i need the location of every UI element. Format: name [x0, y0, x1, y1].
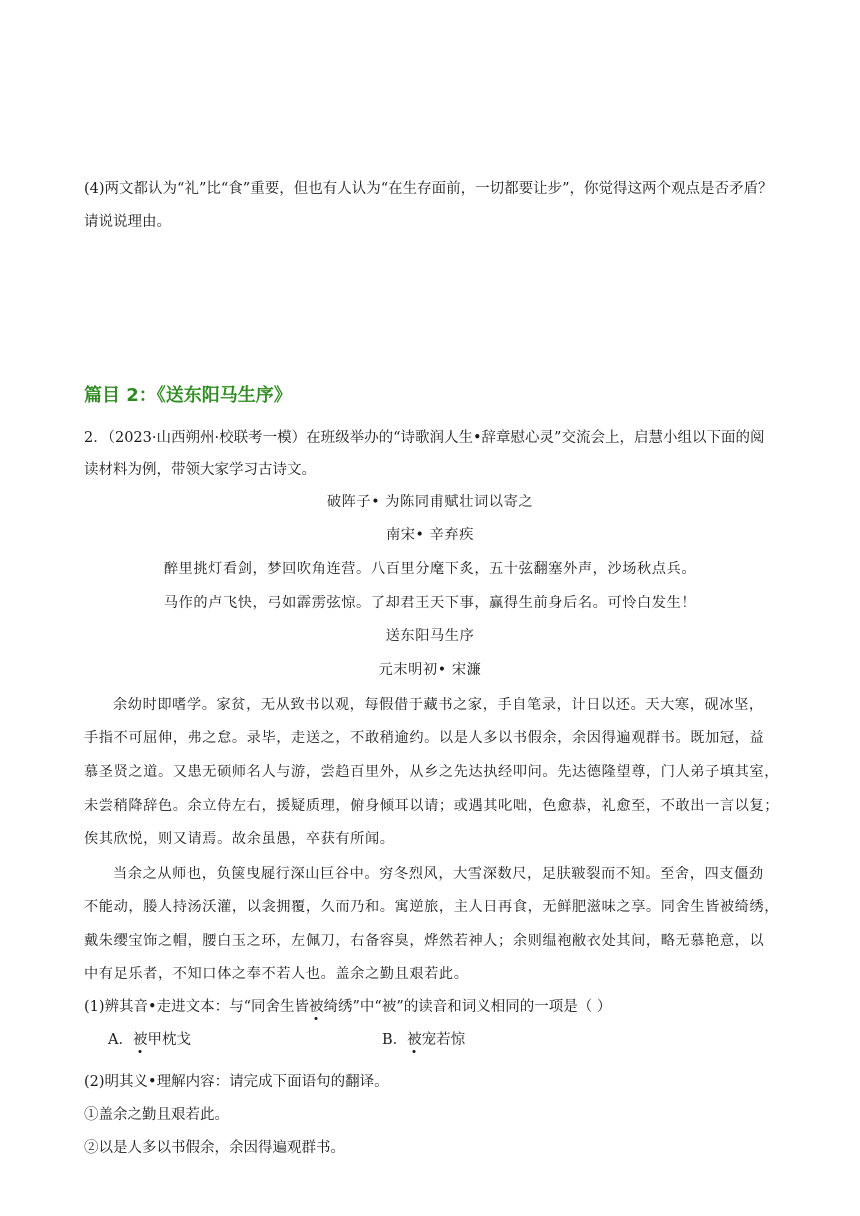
- question-2-line-2: 读材料为例，带领大家学习古诗文。: [84, 462, 316, 478]
- essay-paragraph-1-line: 未尝稍降辞色。余立侍左右，援疑质理，俯身倾耳以请；或遇其叱咄，色愈恭，礼愈至，不敢出一言以复；: [84, 798, 780, 814]
- emphasized-character: 被: [132, 1032, 148, 1048]
- question-4-line-1: (4)两文都认为“礼”比“食”重要，但也有人认为“在生存面前，一切都要让步”，你觉得这两个观点是否矛盾？: [84, 181, 773, 197]
- poem-line-1: 醉里挑灯看剑，梦回吹角连营。八百里分麾下炙，五十弦翻塞外声，沙场秋点兵。: [163, 561, 697, 577]
- option-a: [108, 1028, 191, 1049]
- essay-title: 送东阳马生序: [385, 628, 475, 644]
- translation-item-1: ①盖余之勤且艰若此。: [84, 1107, 229, 1123]
- essay-paragraph-2-line: 不能动，媵人持汤沃灌，以衾拥覆，久而乃和。寓逆旅，主人日再食，无鲜肥滋味之享。同舍生皆被绮绣，: [84, 899, 780, 915]
- question-2-line-1: 2．（2023·山西朔州·校联考一模）在班级举办的“诗歌润人生•辞章慰心灵”交流会上，启慧小组以下面的阅: [84, 430, 765, 446]
- translation-item-2: ②以是人多以书假余，余因得遍观群书。: [84, 1140, 345, 1156]
- option-a-label: A．: [108, 1032, 133, 1048]
- option-b-text: 宠若惊: [421, 1032, 466, 1048]
- poem-author: 南宋• 辛弃疾: [385, 527, 475, 543]
- essay-paragraph-2-line: 当余之从师也，负箧曳屣行深山巨谷中。穷冬烈风，大雪深数尺，足肤皲裂而不知。至舍，四支僵劲: [113, 866, 764, 882]
- emphasized-character: 被: [407, 1032, 422, 1048]
- question-4-line-2: 请说说理由。: [84, 214, 171, 230]
- essay-paragraph-1-line: 手指不可屈伸，弗之怠。录毕，走送之，不敢稍逾约。以是人多以书假余，余因得遍观群书。既加冠，益: [84, 730, 765, 746]
- option-a-text: 甲枕戈: [147, 1032, 191, 1048]
- option-b: [382, 1028, 465, 1049]
- essay-paragraph-1-line: 慕圣贤之道。又患无硕师名人与游，尝趋百里外，从乡之先达执经叩问。先达德隆望尊，门人弟子填其室，: [84, 764, 780, 780]
- poem-line-2: 马作的卢飞快，弓如霹雳弦惊。了却君王天下事，赢得生前身后名。可怜白发生！: [163, 595, 697, 611]
- essay-paragraph-2-line: 戴朱缨宝饰之帽，腰白玉之环，左佩刀，右备容臭，烨然若神人；余则缊袍敝衣处其间，略无慕艳意，以: [84, 933, 765, 949]
- sub-question-1-suffix: 绮绣”中“被”的读音和词义相同的一项是（ ）: [323, 999, 612, 1015]
- section-title: 篇目 2：《送东阳马生序》: [84, 385, 292, 406]
- emphasized-character: 被: [309, 999, 324, 1015]
- sub-question-2-stem: (2)明其义•理解内容：请完成下面语句的翻译。: [84, 1074, 389, 1090]
- essay-paragraph-1-line: 俟其欣悦，则又请焉。故余虽愚，卒获有所闻。: [84, 831, 395, 847]
- poem-title: 破阵子• 为陈同甫赋壮词以寄之: [326, 494, 534, 510]
- sub-question-1-stem: [84, 995, 611, 1016]
- option-b-label: B．: [382, 1032, 408, 1048]
- essay-paragraph-1-line: 余幼时即嗜学。家贫，无从致书以观，每假借于藏书之家，手自笔录，计日以还。天大寒，砚冰坚，: [113, 697, 764, 713]
- sub-question-1-prefix: (1)辨其音•走进文本：与“同舍生皆: [84, 999, 310, 1015]
- essay-paragraph-2-line: 中有足乐者，不知口体之奉不若人也。盖余之勤且艰若此。: [84, 966, 469, 982]
- essay-author: 元末明初• 宋濂: [378, 662, 482, 678]
